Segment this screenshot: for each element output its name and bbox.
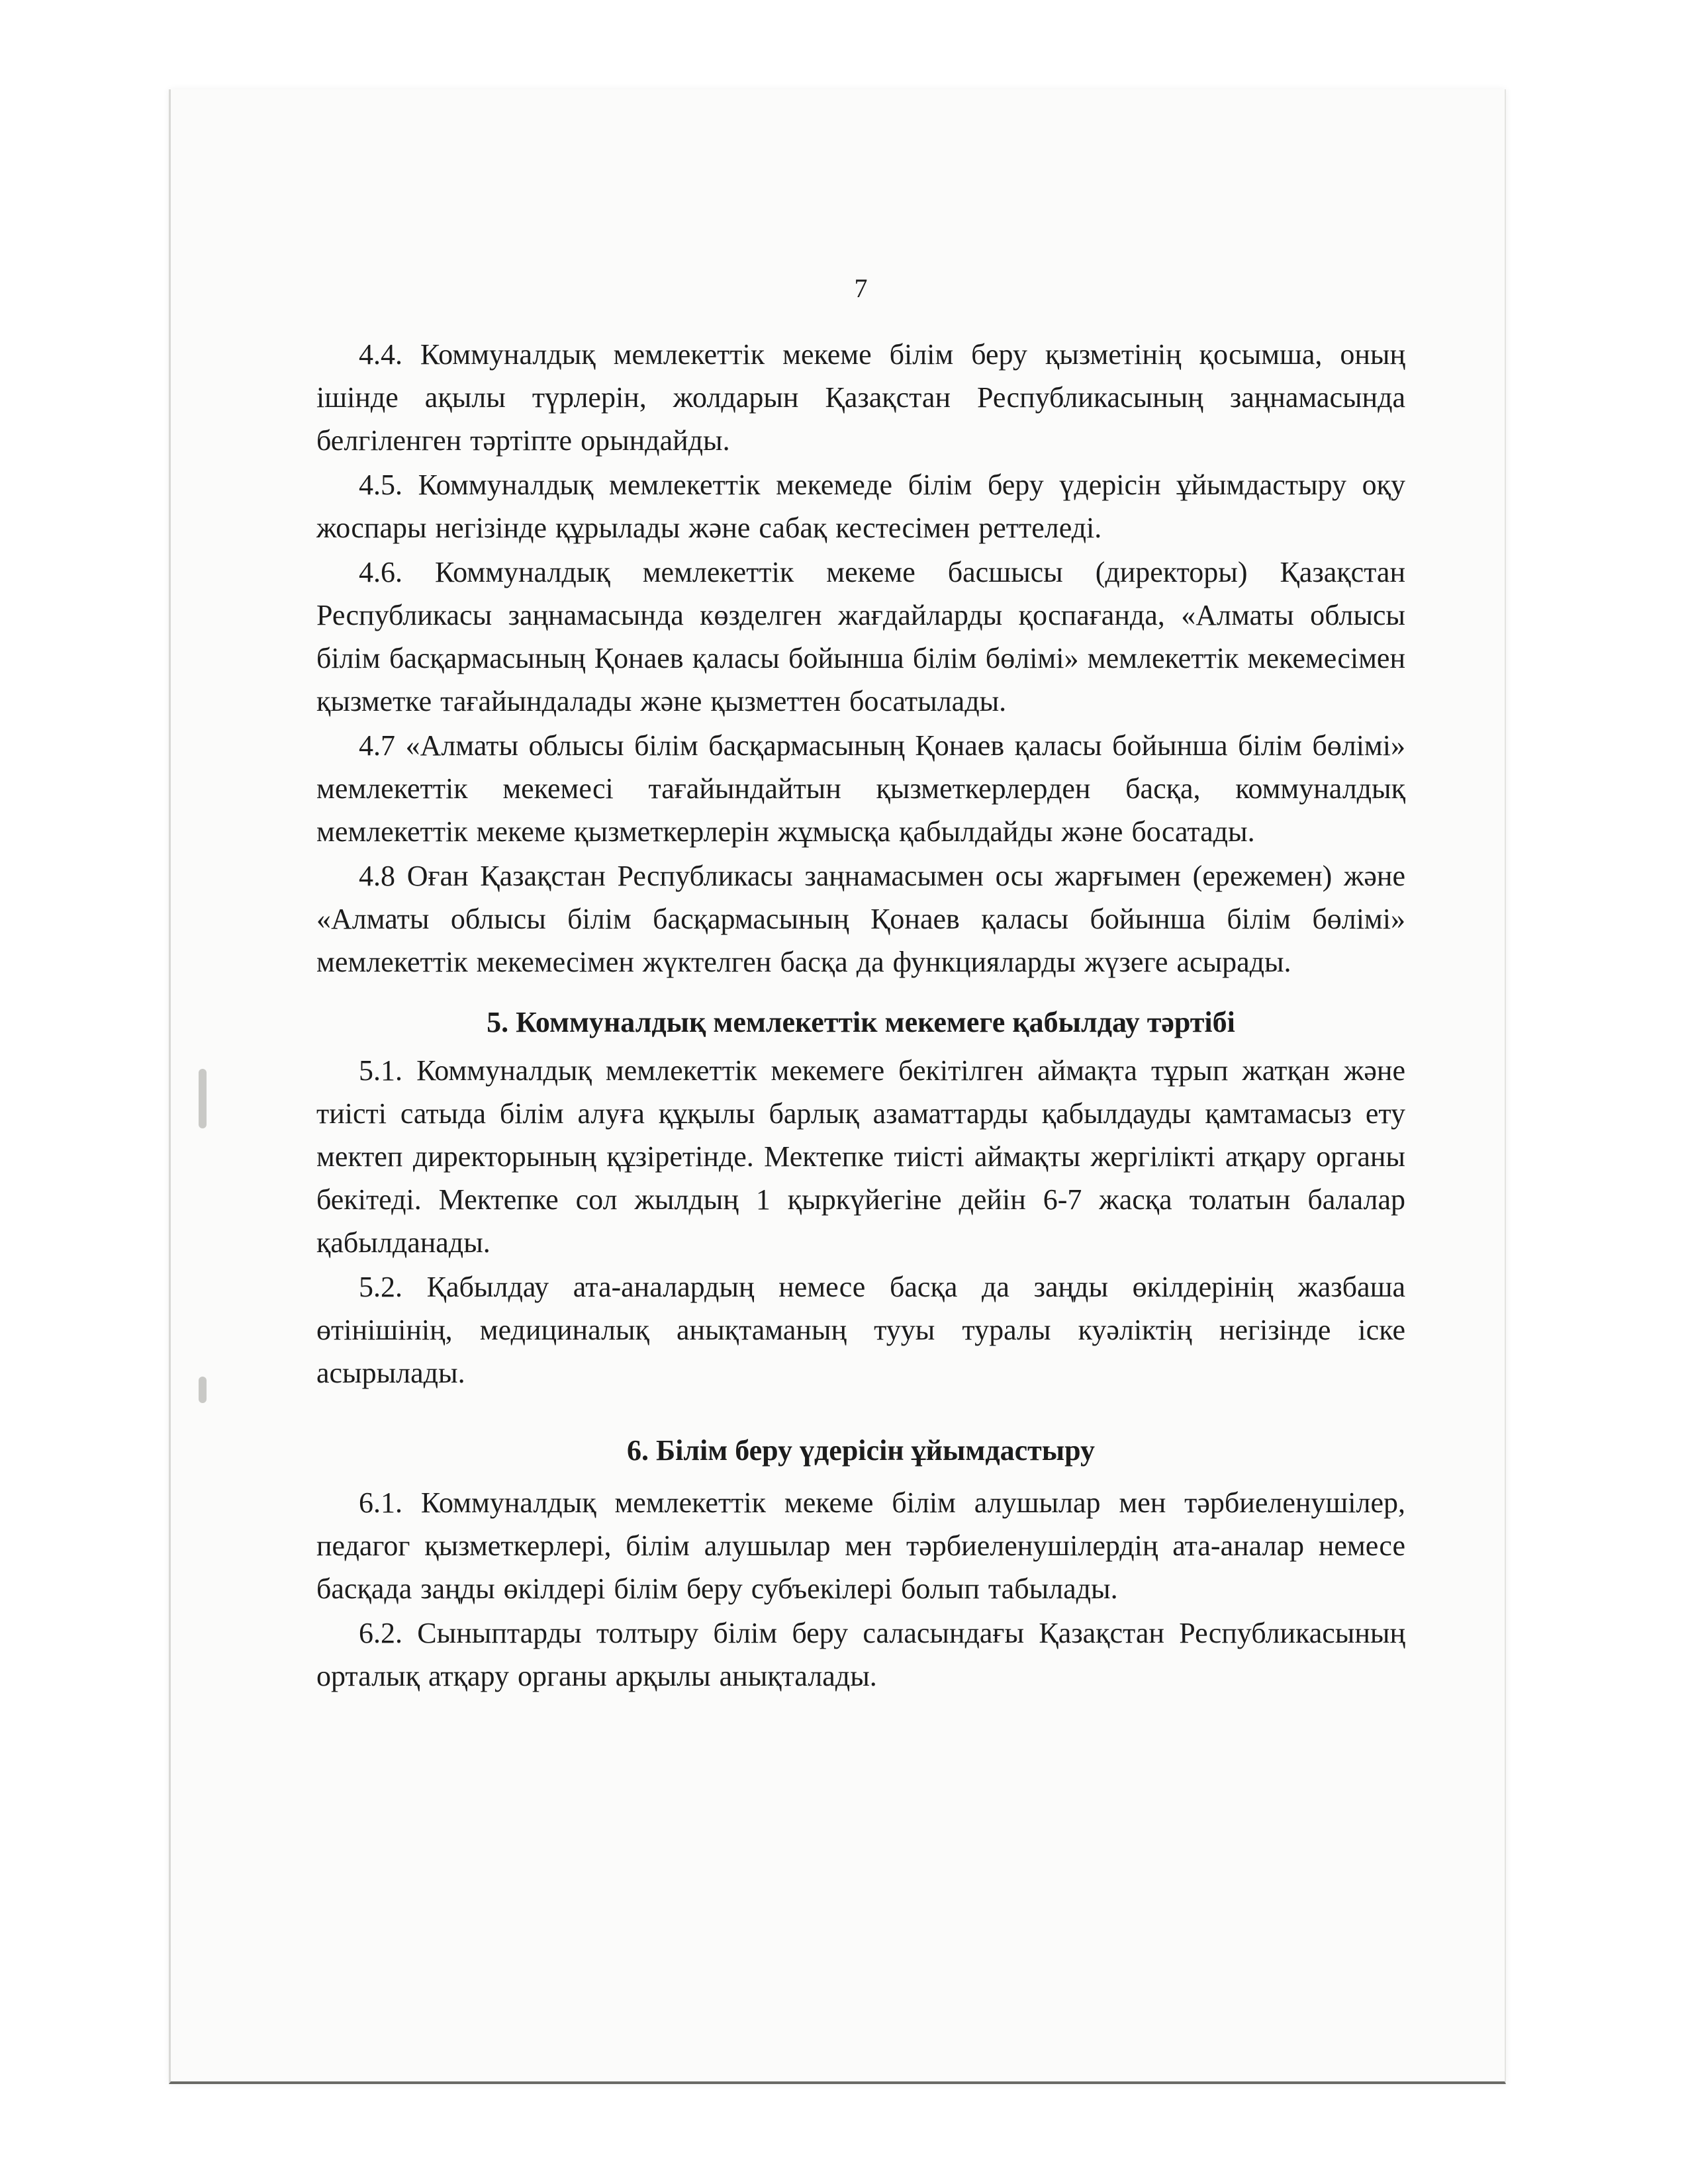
paragraph-4-7: 4.7 «Алматы облысы білім басқармасының Қонаев қаласы бойынша білім бөлімі» мемлекеттік мекемесі тағайындайтын қызметкерлерден басқа, коммуналдық мемлекеттік мекеме қызметкерлерін жұмысқа қабылдайды және босатады. (316, 729, 1405, 848)
paragraph-4-6: 4.6. Коммуналдық мемлекеттік мекеме басшысы (директоры) Қазақстан Республикасы заңнамасында көзделген жағдайларды қоспағанда, «Алматы облысы білім басқармасының Қонаев қаласы бойынша білім бөлімі» мемлекеттік мекемесімен қызметке тағайындалады және қызметтен босатылады. (316, 556, 1405, 717)
document-page (169, 89, 1506, 2084)
paragraph-5-2: 5.2. Қабылдау ата-аналардың немесе басқа да заңды өкілдерінің жазбаша өтінішінің, медициналық анықтаманың тууы туралы куәліктің негізінде іске асырылады. (316, 1271, 1405, 1389)
paragraph-4-4: 4.4. Коммуналдық мемлекеттік мекеме білім беру қызметінің қосымша, оның ішінде ақылы түрлерін, жолдарын Қазақстан Республикасының заңнамасында белгіленген тәртіпте орындайды. (316, 338, 1405, 457)
paragraph-6-1: 6.1. Коммуналдық мемлекеттік мекеме білім алушылар мен тәрбиеленушілер, педагог қызметкерлері, білім алушылар мен тәрбиеленушілердің ата-аналар немесе басқада заңды өкілдері білім беру субъекілері болып табылады. (316, 1486, 1405, 1605)
paragraph-4-8: 4.8 Оған Қазақстан Республикасы заңнамасымен осы жарғымен (ережемен) және «Алматы облысы білім басқармасының Қонаев қаласы бойынша білім бөлімі» мемлекеттік мекемесімен жүктелген басқа да функцияларды жүзеге асырады. (316, 860, 1405, 978)
binding-hole-mark (199, 1377, 207, 1403)
section-5-heading: 5. Коммуналдық мемлекеттік мекемеге қабылдау тәртібі (487, 1006, 1235, 1038)
page-number: 7 (854, 273, 868, 303)
section-6-heading: 6. Білім беру үдерісін ұйымдастыру (627, 1434, 1095, 1467)
binding-hole-mark (199, 1069, 207, 1128)
document-body (316, 333, 1405, 1699)
paragraph-5-1: 5.1. Коммуналдық мемлекеттік мекемеге бекітілген аймақта тұрып жатқан және тиісті сатыда білім алуға құқылы барлық азаматтарды қабылдауды қамтамасыз ету мектеп директорының құзіретінде. Мектепке тиісті аймақты жергілікті атқару органы бекітеді. Мектепке сол жылдың 1 қыркүйегіне дейін 6-7 жасқа толатын балалар қабылданады. (316, 1054, 1405, 1259)
paragraph-4-5: 4.5. Коммуналдық мемлекеттік мекемеде білім беру үдерісін ұйымдастыру оқу жоспары негізінде құрылады және сабақ кестесімен реттеледі. (316, 469, 1405, 544)
paragraph-6-2: 6.2. Сыныптарды толтыру білім беру саласындағы Қазақстан Республикасының орталық атқару органы арқылы анықталады. (316, 1617, 1405, 1692)
